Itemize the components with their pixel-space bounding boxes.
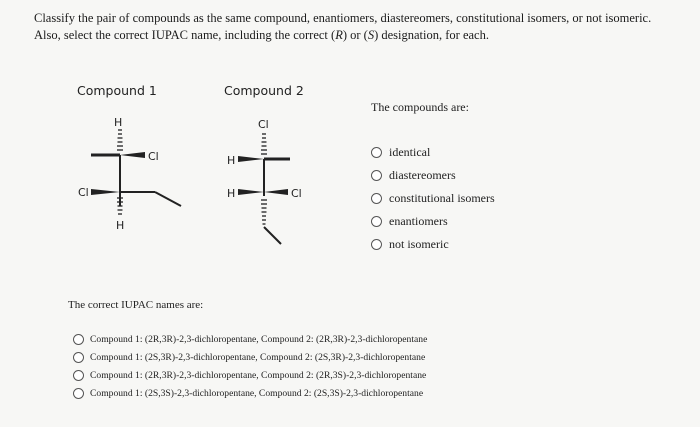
question-r-label: R <box>335 28 343 42</box>
iupac-option-4[interactable] <box>73 384 427 402</box>
radio-circle-icon[interactable] <box>371 170 382 181</box>
compound-1-right-cl: Cl <box>148 150 159 163</box>
radio-circle-icon[interactable] <box>371 147 382 158</box>
option-enantiomers[interactable] <box>371 210 495 233</box>
compound-1-ethyl-bond <box>155 192 181 206</box>
iupac-option-label: Compound 1: (2R,3R)-2,3-dichloropentane, Compound 2: (2R,3R)-2,3-dichloropentane <box>90 333 428 345</box>
question-line-2-part-1: Also, select the correct IUPAC name, including the correct ( <box>34 28 336 42</box>
compound-2-lower-cl: Cl <box>291 187 302 200</box>
compound-2-lower-h: H <box>227 187 236 200</box>
radio-circle-icon[interactable] <box>371 216 382 227</box>
compound-2-lower-left-wedge <box>238 189 264 195</box>
question-line-2-part-3: ) designation, for each. <box>374 28 489 42</box>
compound-2-lower-right-wedge <box>264 189 288 195</box>
compound-1-top-hash-bond <box>117 130 123 150</box>
compound-2-upper-h: H <box>227 154 236 167</box>
radio-circle-icon[interactable] <box>73 352 84 363</box>
compound-2-label: Compound 2 <box>224 83 304 98</box>
option-label: enantiomers <box>389 214 448 228</box>
radio-circle-icon[interactable] <box>371 193 382 204</box>
option-label: identical <box>389 145 431 159</box>
option-diastereomers[interactable] <box>371 164 495 187</box>
iupac-option-label: Compound 1: (2S,3R)-2,3-dichloropentane, Compound 2: (2S,3R)-2,3-dichloropentane <box>90 351 426 363</box>
iupac-options <box>73 330 427 402</box>
compound-2-bottom-hash-bond <box>261 200 267 224</box>
compound-1-left-wedge <box>91 189 120 195</box>
option-label: not isomeric <box>389 237 449 251</box>
classification-title: The compounds are: <box>371 100 469 114</box>
iupac-option-2[interactable] <box>73 348 427 366</box>
question-line-2-part-2: ) or ( <box>342 28 368 42</box>
compound-2-ethyl-bond <box>264 227 281 244</box>
compound-1-structure <box>78 116 181 232</box>
compound-2-upper-left-wedge <box>238 156 264 162</box>
iupac-option-1[interactable] <box>73 330 427 348</box>
option-label: constitutional isomers <box>389 191 495 205</box>
compound-2-structure <box>227 118 302 244</box>
iupac-option-label: Compound 1: (2S,3S)-2,3-dichloropentane, Compound 2: (2S,3S)-2,3-dichloropentane <box>90 387 424 399</box>
iupac-title: The correct IUPAC names are: <box>68 299 204 311</box>
iupac-option-3[interactable] <box>73 366 427 384</box>
option-label: diastereomers <box>389 168 456 182</box>
compound-1-label: Compound 1 <box>77 83 157 98</box>
radio-circle-icon[interactable] <box>73 388 84 399</box>
compound-2-top-hash-bond <box>261 134 267 154</box>
option-not-isomeric[interactable] <box>371 233 495 256</box>
radio-circle-icon[interactable] <box>371 239 382 250</box>
classification-options <box>371 141 495 256</box>
radio-circle-icon[interactable] <box>73 334 84 345</box>
compound-1-left-cl: Cl <box>78 186 89 199</box>
compound-1-right-wedge <box>120 152 145 158</box>
option-constitutional-isomers[interactable] <box>371 187 495 210</box>
compound-2-top-cl: Cl <box>258 118 269 131</box>
compound-1-top-h: H <box>114 116 123 129</box>
question-s-label: S <box>367 28 375 42</box>
compound-1-bottom-h: H <box>116 219 125 232</box>
option-identical[interactable] <box>371 141 495 164</box>
question-line-1: Classify the pair of compounds as the same compound, enantiomers, diastereomers, constitutional isomers, or not isomeric. <box>34 11 652 25</box>
radio-circle-icon[interactable] <box>73 370 84 381</box>
iupac-option-label: Compound 1: (2R,3R)-2,3-dichloropentane, Compound 2: (2R,3S)-2,3-dichloropentane <box>90 369 427 381</box>
